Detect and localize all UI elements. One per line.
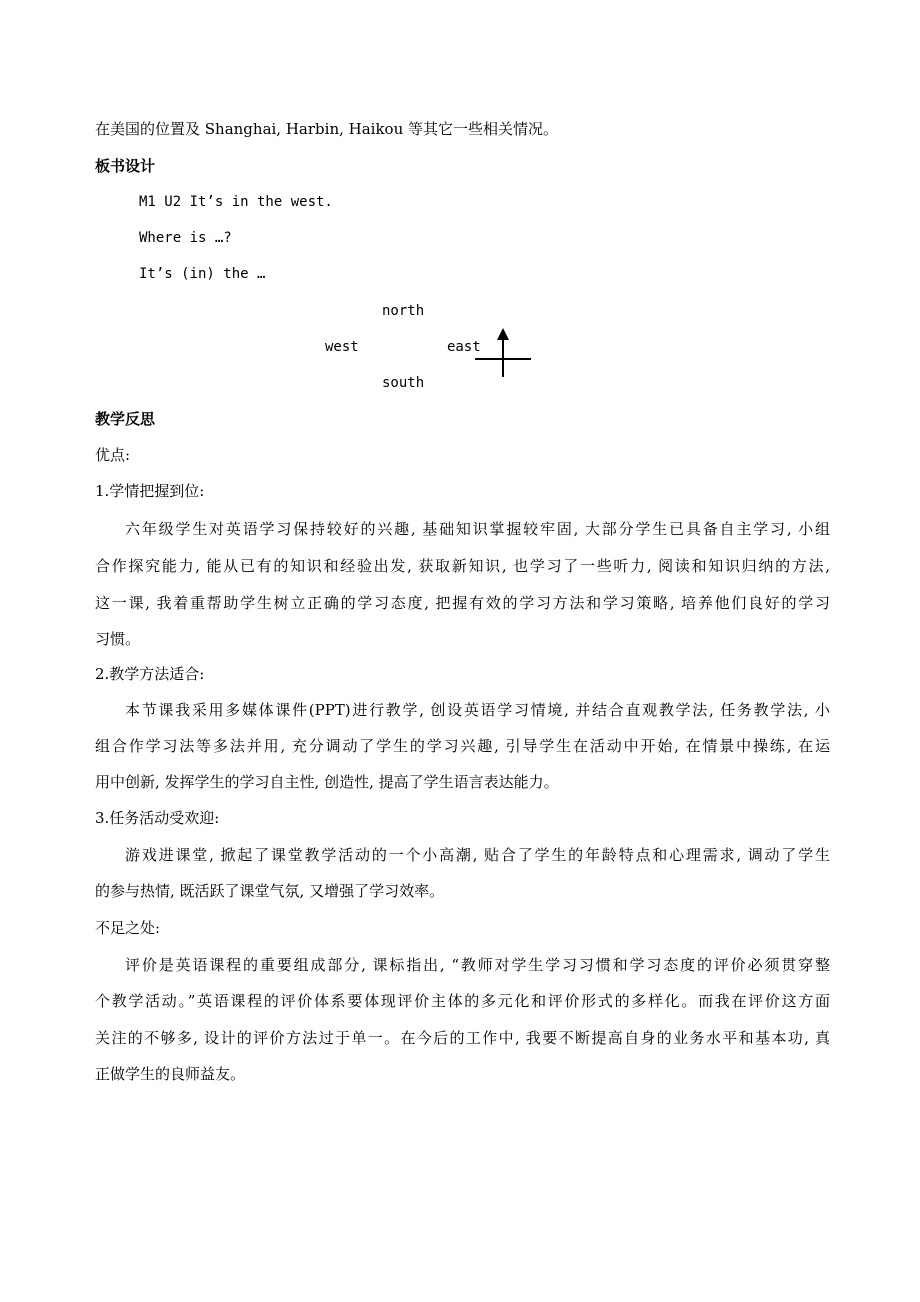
- paragraph-line: 关注的不够多, 设计的评价方法过于单一。在今后的工作中, 我要不断提高自身的业务水平和基本功, 真: [95, 1029, 830, 1047]
- paragraph-line: 组合作学习法等多法并用, 充分调动了学生的学习兴趣, 引导学生在活动中开始, 在情景中操练, 在运: [95, 737, 830, 755]
- compass-west: west: [325, 339, 359, 355]
- point-title: 3.任务活动受欢迎:: [95, 809, 220, 827]
- compass-north: north: [382, 303, 425, 319]
- board-line: Where is …?: [139, 230, 232, 246]
- paragraph-line: 的参与热情, 既活跃了课堂气氛, 又增强了学习效率。: [95, 882, 445, 900]
- paragraph-line: 习惯。: [95, 630, 141, 648]
- intro-line: 在美国的位置及 Shanghai, Harbin, Haikou 等其它一些相关情况。: [95, 120, 559, 138]
- paragraph-line: 评价是英语课程的重要组成部分, 课标指出, “教师对学生学习习惯和学习态度的评价必须贯穿整: [125, 956, 830, 974]
- paragraph-line: 游戏进课堂, 掀起了课堂教学活动的一个小高潮, 贴合了学生的年龄特点和心理需求, 调动了学生: [125, 846, 830, 864]
- board-line: M1 U2 It’s in the west.: [139, 194, 333, 210]
- shortcomings-label: 不足之处:: [95, 919, 161, 937]
- paragraph-line: 本节课我采用多媒体课件(PPT)进行教学, 创设英语学习情境, 并结合直观教学法, 任务教学法, 小: [125, 701, 830, 719]
- paragraph-line: 用中创新, 发挥学生的学习自主性, 创造性, 提高了学生语言表达能力。: [95, 773, 559, 791]
- point-title: 2.教学方法适合:: [95, 665, 205, 683]
- reflection-heading: 教学反思: [95, 410, 156, 428]
- merits-label: 优点:: [95, 446, 131, 464]
- paragraph-line: 个教学活动。”英语课程的评价体系要体现评价主体的多元化和评价形式的多样化。而我在评价这方面: [95, 992, 830, 1010]
- board-line: It’s (in) the …: [139, 266, 266, 282]
- paragraph-line: 这一课, 我着重帮助学生树立正确的学习态度, 把握有效的学习方法和学习策略, 培养他们良好的学习: [95, 594, 830, 612]
- board-heading: 板书设计: [95, 157, 156, 175]
- paragraph-line: 六年级学生对英语学习保持较好的兴趣, 基础知识掌握较牢固, 大部分学生已具备自主学习, 小组: [125, 520, 830, 538]
- paragraph-line: 合作探究能力, 能从已有的知识和经验出发, 获取新知识, 也学习了一些听力, 阅读和知识归纳的方法,: [95, 557, 830, 575]
- compass-east: east: [447, 339, 481, 355]
- cross-horizontal-line: [475, 358, 531, 360]
- paragraph-line: 正做学生的良师益友。: [95, 1065, 246, 1083]
- compass-south: south: [382, 375, 425, 391]
- point-title: 1.学情把握到位:: [95, 482, 205, 500]
